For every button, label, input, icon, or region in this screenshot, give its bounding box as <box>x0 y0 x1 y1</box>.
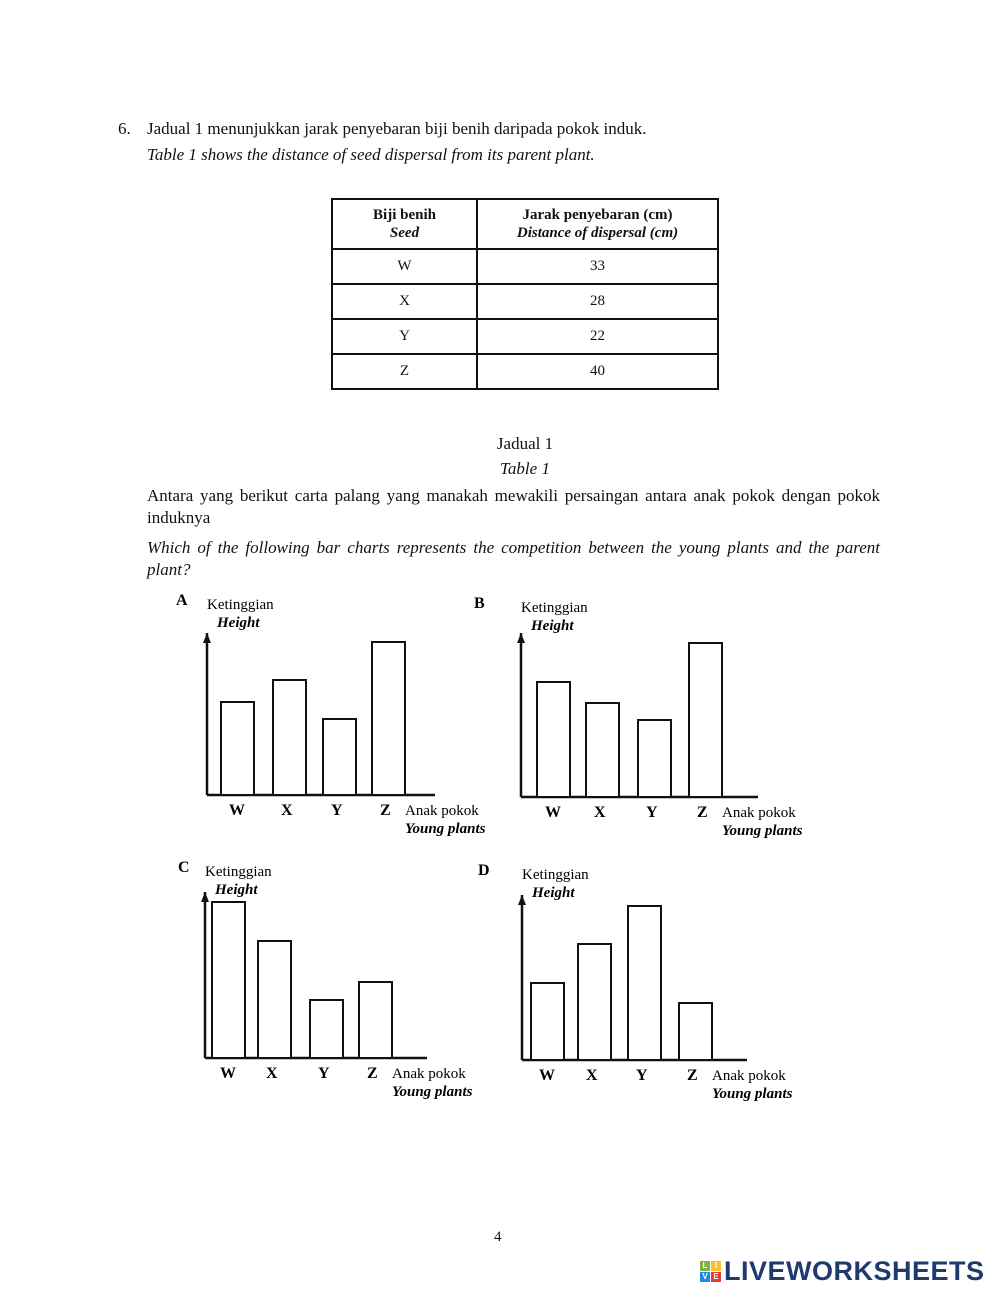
header-dist-en: Distance of dispersal (cm) <box>516 225 679 241</box>
category-label: Y <box>646 804 658 821</box>
header-distance <box>477 199 718 249</box>
distance-cell: 22 <box>477 319 718 354</box>
x-axis-label-ms: Anak pokok <box>712 1068 786 1084</box>
y-axis-arrow-icon <box>517 633 525 643</box>
distance-cell: 40 <box>477 354 718 389</box>
category-label: Z <box>380 802 391 819</box>
category-label: Z <box>697 804 708 821</box>
y-axis-label-en: Height <box>532 885 575 901</box>
table-row <box>332 284 718 319</box>
bar-z <box>372 642 405 795</box>
seed-cell: Z <box>332 354 477 389</box>
category-label: W <box>229 802 245 819</box>
table-caption-ms: Jadual 1 <box>496 434 554 453</box>
category-label: W <box>545 804 561 821</box>
bar-w <box>221 702 254 795</box>
y-axis-label-en: Height <box>217 615 260 631</box>
bar-x <box>586 703 619 797</box>
prompt-malay: Antara yang berikut carta palang yang manakah mewakili persaingan antara anak pokok dengan pokok induknya <box>147 486 880 527</box>
y-axis-label-ms: Ketinggian <box>522 867 589 883</box>
y-axis-label-ms: Ketinggian <box>207 597 274 613</box>
header-dist-ms: Jarak penyebaran (cm) <box>522 207 673 223</box>
seed-dispersal-table <box>331 198 719 390</box>
bar-chart-option-c[interactable] <box>172 852 512 1102</box>
prompt-english: Which of the following bar charts represents the competition between the young plants and the parent plant? <box>147 538 880 579</box>
bar-x <box>258 941 291 1058</box>
page-number: 4 <box>494 1229 502 1245</box>
bar-w <box>537 682 570 797</box>
bar-w <box>212 902 245 1058</box>
category-label: X <box>594 804 606 821</box>
bar-z <box>689 643 722 797</box>
bar-y <box>628 906 661 1060</box>
y-axis-label-ms: Ketinggian <box>521 600 588 616</box>
option-label: C <box>178 859 190 876</box>
bar-y <box>638 720 671 797</box>
category-label: Y <box>636 1067 648 1084</box>
y-axis-arrow-icon <box>203 633 211 643</box>
bar-y <box>323 719 356 795</box>
category-label: W <box>220 1065 236 1082</box>
seed-cell: Y <box>332 319 477 354</box>
bar-z <box>679 1003 712 1060</box>
bar-x <box>273 680 306 795</box>
logo-badge-icon <box>700 1261 721 1282</box>
bar-chart-option-d[interactable] <box>472 855 832 1105</box>
seed-cell: W <box>332 249 477 284</box>
y-axis-label-en: Height <box>215 882 258 898</box>
seed-cell: X <box>332 284 477 319</box>
x-axis-label-ms: Anak pokok <box>392 1066 466 1082</box>
question-number: 6. <box>118 119 131 138</box>
bar-chart-option-b[interactable] <box>468 588 838 843</box>
bar-w <box>531 983 564 1060</box>
table-caption-en: Table 1 <box>500 459 550 478</box>
y-axis-label-ms: Ketinggian <box>205 864 272 880</box>
brand-name: LIVEWORKSHEETS <box>724 1256 985 1286</box>
distance-cell: 28 <box>477 284 718 319</box>
category-label: X <box>281 802 293 819</box>
header-seed-en: Seed <box>389 225 420 241</box>
x-axis-label-en: Young plants <box>405 821 486 837</box>
y-axis-arrow-icon <box>518 895 526 905</box>
category-label: W <box>539 1067 555 1084</box>
x-axis-label-en: Young plants <box>722 823 803 839</box>
badge-letter: L <box>700 1261 710 1271</box>
x-axis-label-en: Young plants <box>392 1084 473 1100</box>
category-label: X <box>586 1067 598 1084</box>
bar-x <box>578 944 611 1060</box>
option-label: B <box>474 595 485 612</box>
category-label: Z <box>687 1067 698 1084</box>
x-axis-label-en: Young plants <box>712 1086 793 1102</box>
bar-z <box>359 982 392 1058</box>
header-seed <box>332 199 477 249</box>
option-label: A <box>176 592 188 609</box>
table-row <box>332 319 718 354</box>
table-row <box>332 249 718 284</box>
liveworksheets-logo <box>700 1256 985 1287</box>
category-label: Z <box>367 1065 378 1082</box>
table-row <box>332 354 718 389</box>
x-axis-label-ms: Anak pokok <box>722 805 796 821</box>
bar-chart-option-a[interactable] <box>170 585 510 840</box>
badge-letter: E <box>711 1272 721 1282</box>
category-label: Y <box>318 1065 330 1082</box>
badge-letter: I <box>711 1261 721 1271</box>
intro-malay: Jadual 1 menunjukkan jarak penyebaran biji benih daripada pokok induk. <box>147 119 647 138</box>
distance-cell: 33 <box>477 249 718 284</box>
category-label: Y <box>331 802 343 819</box>
category-label: X <box>266 1065 278 1082</box>
bar-y <box>310 1000 343 1058</box>
intro-english: Table 1 shows the distance of seed dispersal from its parent plant. <box>147 145 595 164</box>
y-axis-arrow-icon <box>201 892 209 902</box>
x-axis-label-ms: Anak pokok <box>405 803 479 819</box>
badge-letter: V <box>700 1272 710 1282</box>
option-label: D <box>478 862 490 879</box>
y-axis-label-en: Height <box>531 618 574 634</box>
header-seed-ms: Biji benih <box>373 207 436 223</box>
